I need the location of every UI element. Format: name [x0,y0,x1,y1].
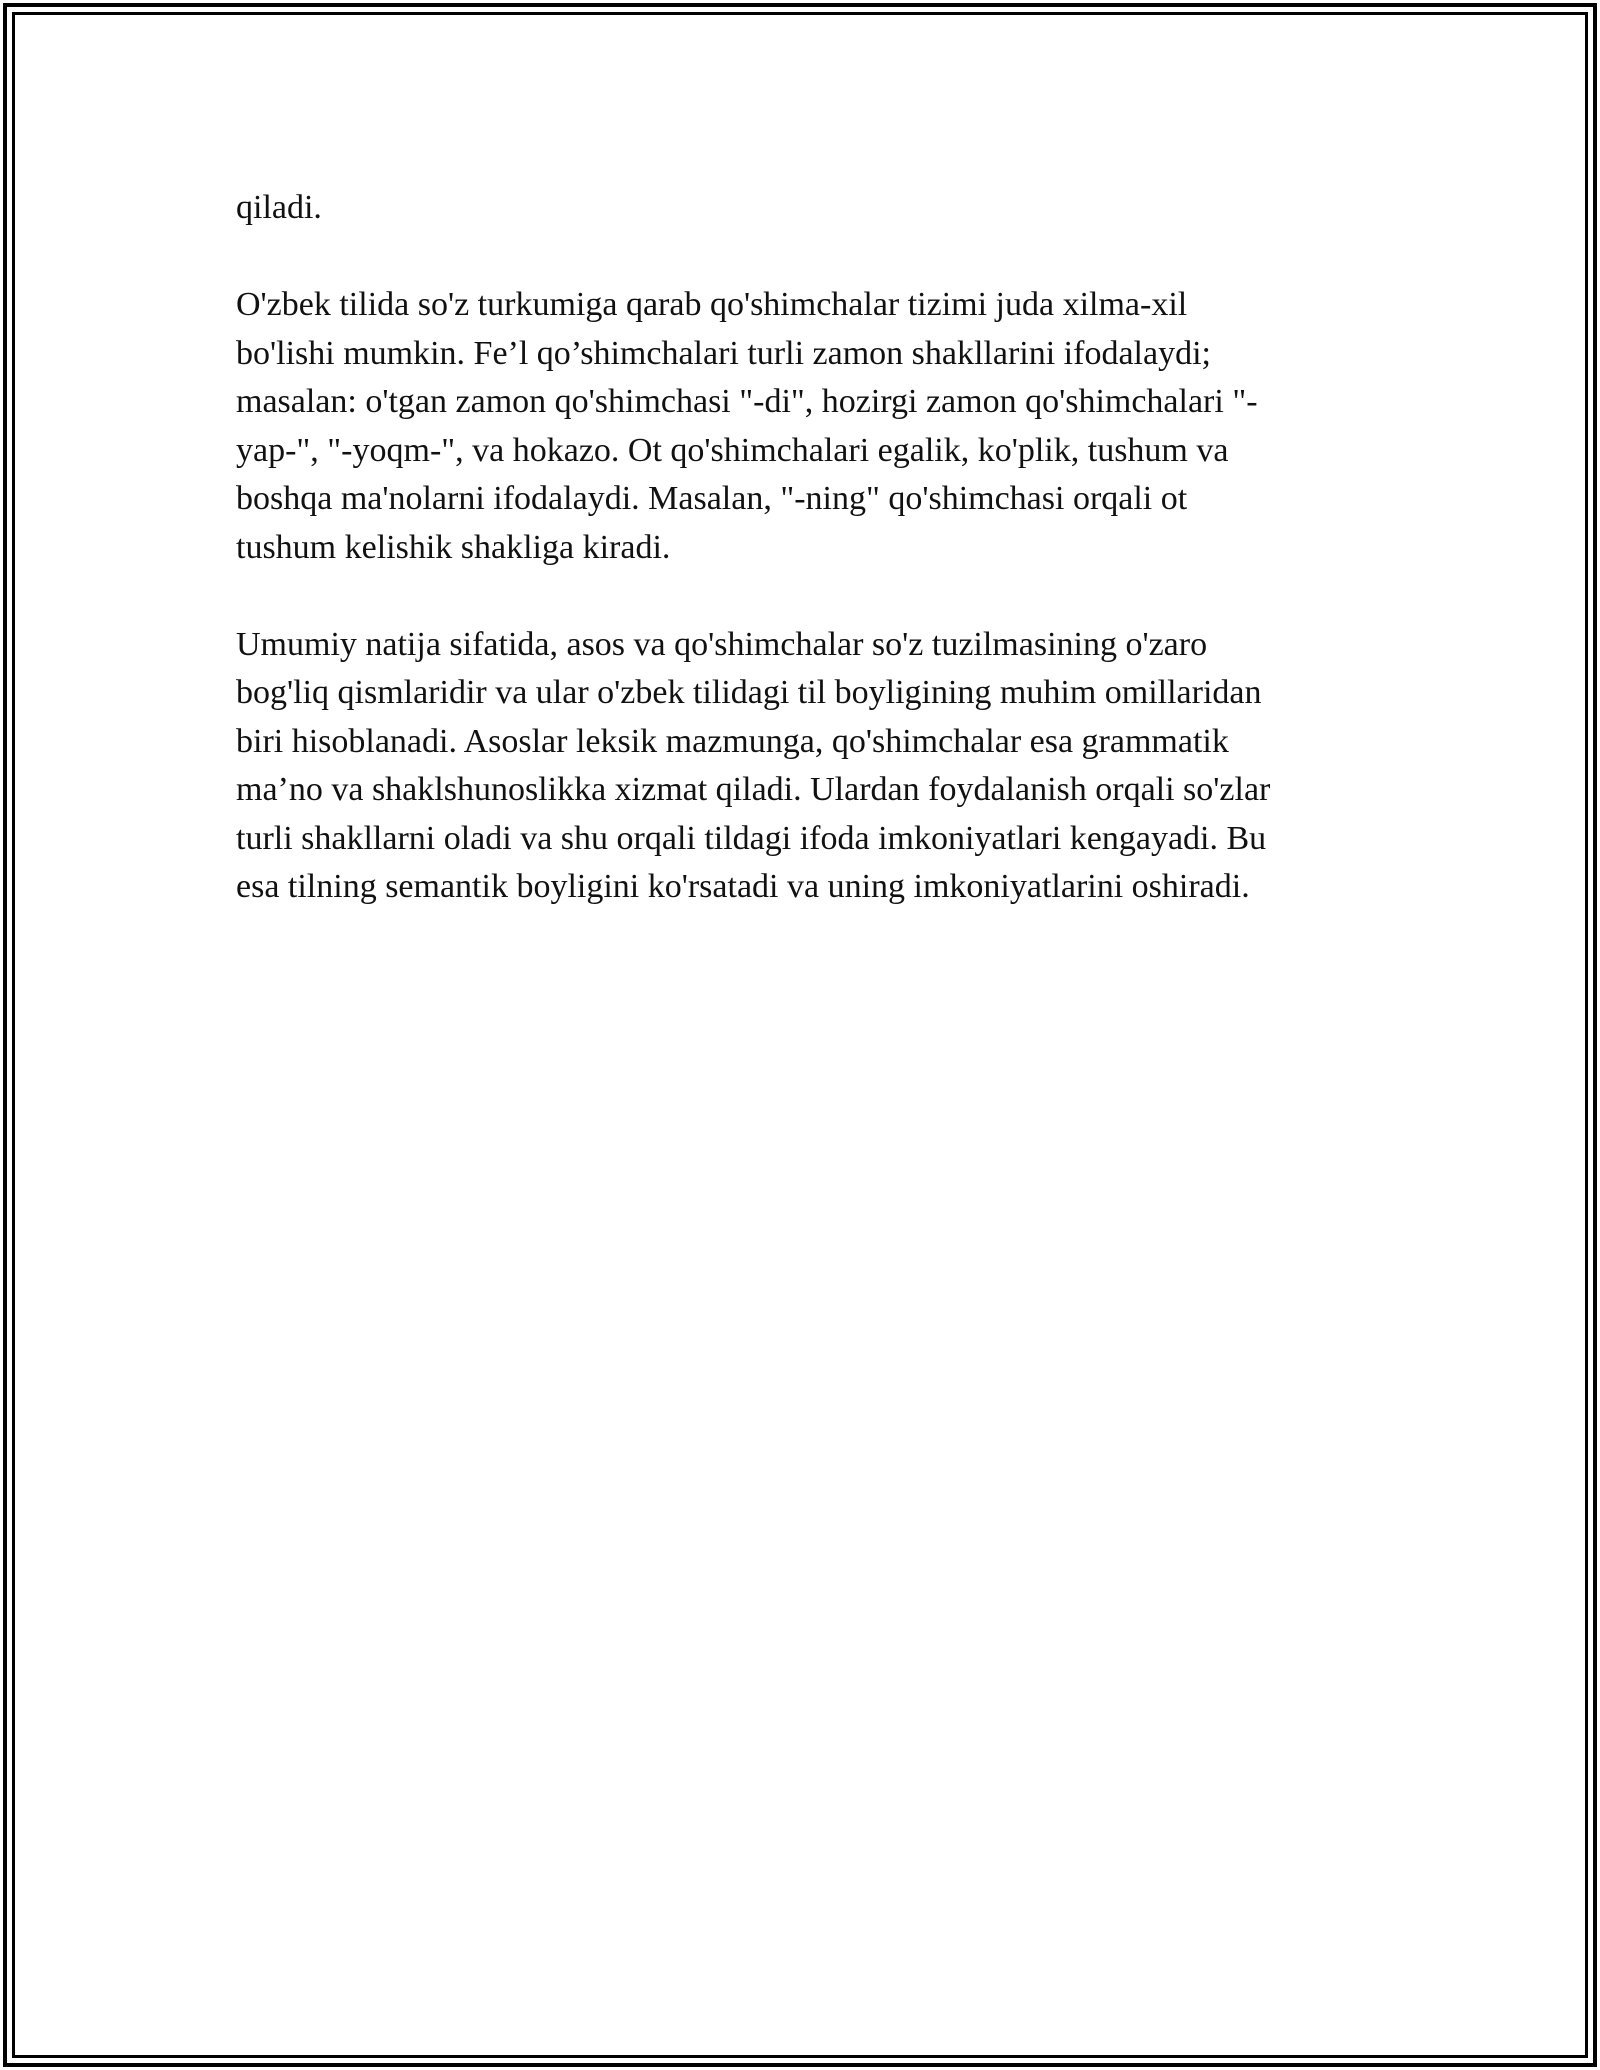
text-line: O'zbek tilida so'z turkumiga qarab qo'shimchalar tizimi juda xilma-xil [236,286,1188,323]
text-line: Umumiy natija sifatida, asos va qo'shimchalar so'z tuzilmasining o'zaro [236,625,1208,663]
text-line: ma’no va shaklshunoslikka xizmat qiladi. Ulardan foydalanish orqali so'zlar [236,771,1271,808]
text-line: bog'liq qismlaridir va ular o'zbek tilidagi til boyligining muhim omillaridan [236,674,1262,711]
text-line: turli shakllarni oladi va shu orqali tildagi ifoda imkoniyatlari kengayadi. Bu [236,819,1267,857]
text-line: biri hisoblanadi. Asoslar leksik mazmunga, qo'shimchalar esa grammatik [236,722,1229,760]
text-line: tushum kelishik shakliga kiradi. [236,528,671,566]
paragraph-3 [236,621,1376,912]
text-line: qiladi. [236,189,322,226]
document-body [236,184,1376,960]
text-line: esa tilning semantik boyligini ko'rsatadi va uning imkoniyatlarini oshiradi. [236,868,1250,905]
text-line: bo'lishi mumkin. Fe’l qo’shimchalari turli zamon shakllarini ifodalaydi; [236,334,1211,372]
text-line: masalan: o'tgan zamon qo'shimchasi "-di", hozirgi zamon qo'shimchalari "- [236,383,1258,420]
text-line: boshqa ma'nolarni ifodalaydi. Masalan, "-ning" qo'shimchasi orqali ot [236,480,1188,517]
paragraph-2 [236,281,1376,572]
paragraph-1 [236,184,1376,233]
text-line: yap-", "-yoqm-", va hokazo. Ot qo'shimchalari egalik, ko'plik, tushum va [236,431,1229,469]
